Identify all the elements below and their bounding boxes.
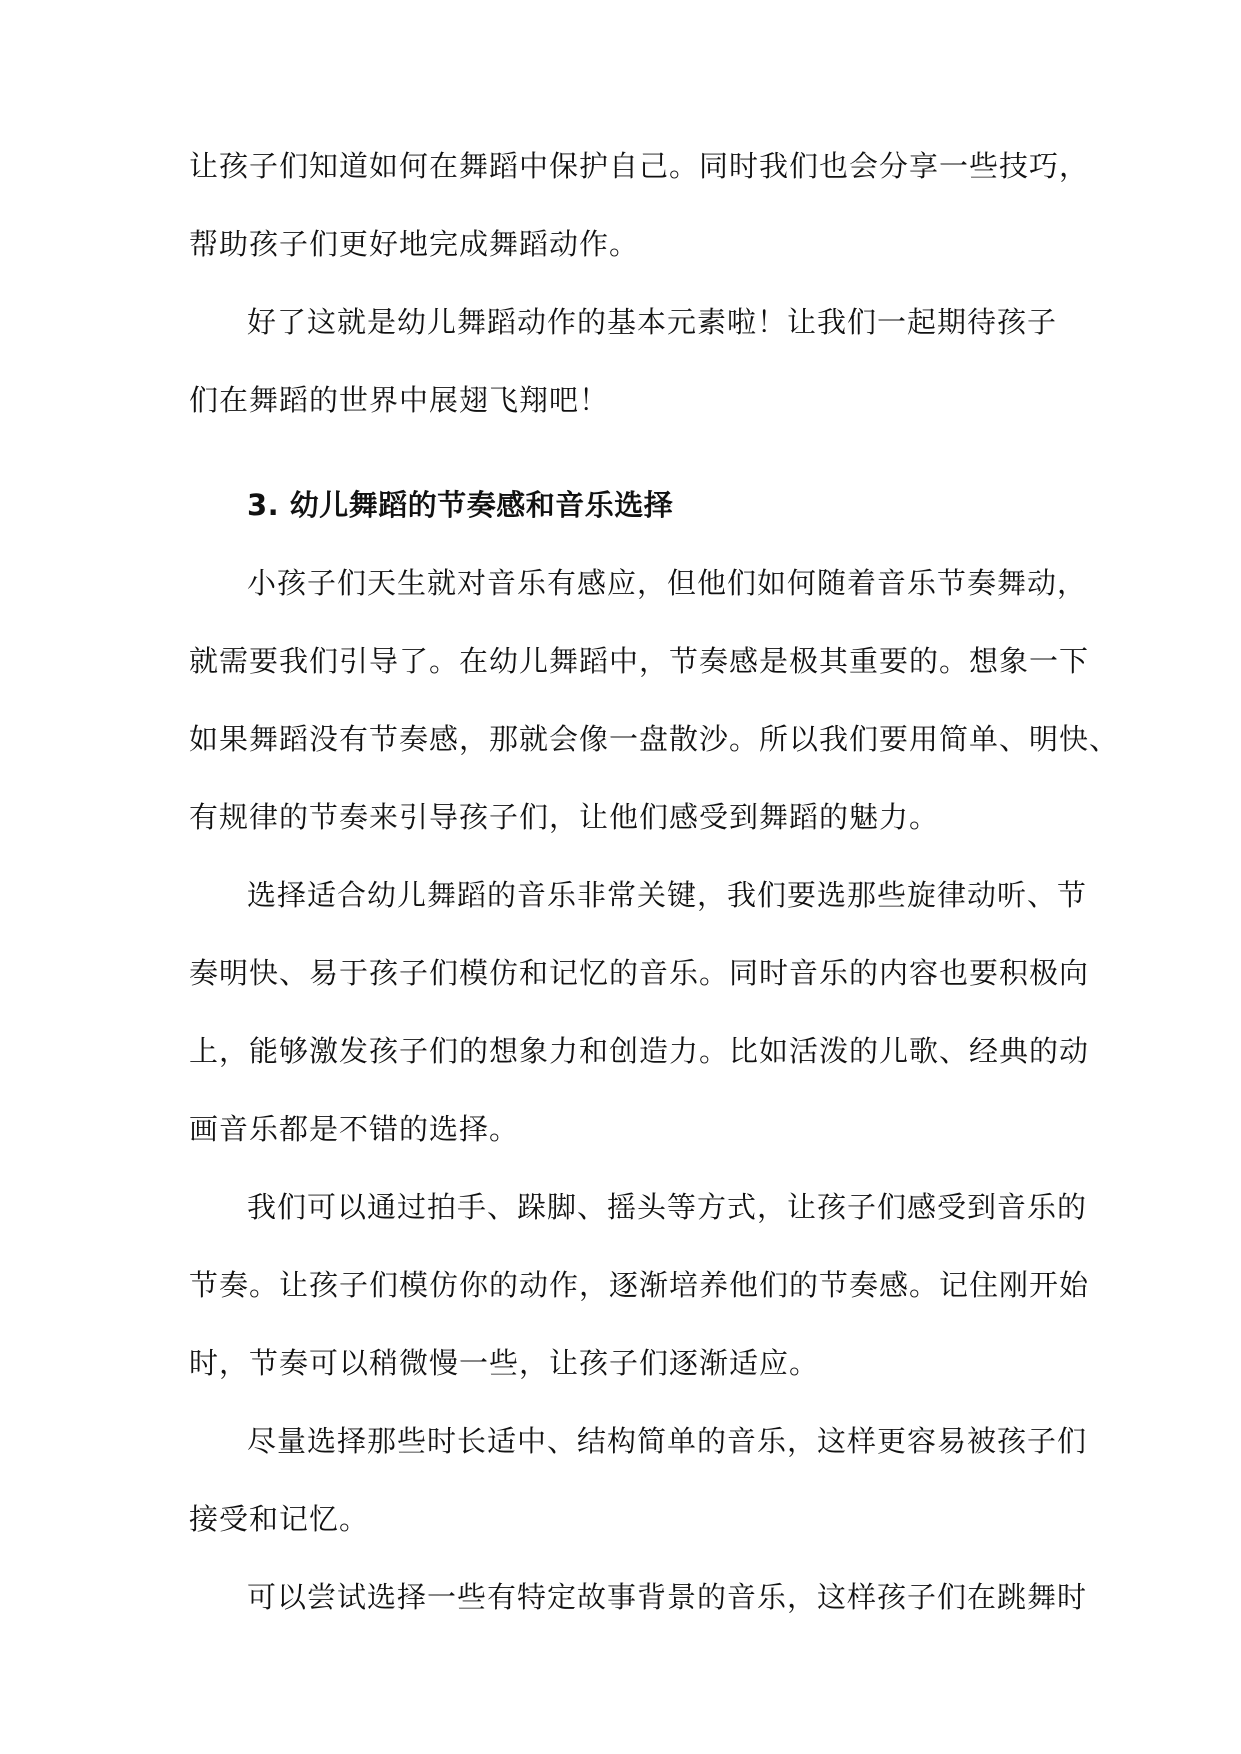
paragraph-line: 画音乐都是不错的选择。 — [189, 1112, 520, 1146]
paragraph-line: 时，节奏可以稍微慢一些，让孩子们逐渐适应。 — [189, 1346, 820, 1380]
paragraph-line: 节奏。让孩子们模仿你的动作，逐渐培养他们的节奏感。记住刚开始 — [189, 1268, 1090, 1302]
paragraph-line: 我们可以通过拍手、跺脚、摇头等方式，让孩子们感受到音乐的 — [247, 1190, 1088, 1224]
paragraph-line: 小孩子们天生就对音乐有感应，但他们如何随着音乐节奏舞动， — [247, 566, 1088, 600]
paragraph-line: 们在舞蹈的世界中展翅飞翔吧！ — [189, 383, 610, 417]
section-heading: 3. 幼儿舞蹈的节奏感和音乐选择 — [247, 488, 674, 522]
paragraph-line: 好了这就是幼儿舞蹈动作的基本元素啦！让我们一起期待孩子 — [247, 305, 1058, 339]
paragraph-line: 接受和记忆。 — [189, 1502, 370, 1536]
paragraph-line: 可以尝试选择一些有特定故事背景的音乐，这样孩子们在跳舞时 — [247, 1580, 1088, 1614]
paragraph-line: 上，能够激发孩子们的想象力和创造力。比如活泼的儿歌、经典的动 — [189, 1034, 1090, 1068]
paragraph-line: 让孩子们知道如何在舞蹈中保护自己。同时我们也会分享一些技巧， — [189, 149, 1090, 183]
paragraph-line: 就需要我们引导了。在幼儿舞蹈中，节奏感是极其重要的。想象一下 — [189, 644, 1090, 678]
paragraph-line: 选择适合幼儿舞蹈的音乐非常关键，我们要选那些旋律动听、节 — [247, 878, 1088, 912]
paragraph-line: 尽量选择那些时长适中、结构简单的音乐，这样更容易被孩子们 — [247, 1424, 1088, 1458]
paragraph-line: 如果舞蹈没有节奏感，那就会像一盘散沙。所以我们要用简单、明快、 — [189, 722, 1120, 756]
paragraph-line: 奏明快、易于孩子们模仿和记忆的音乐。同时音乐的内容也要积极向 — [189, 956, 1090, 990]
paragraph-line: 帮助孩子们更好地完成舞蹈动作。 — [189, 227, 640, 261]
paragraph-line: 有规律的节奏来引导孩子们，让他们感受到舞蹈的魅力。 — [189, 800, 940, 834]
